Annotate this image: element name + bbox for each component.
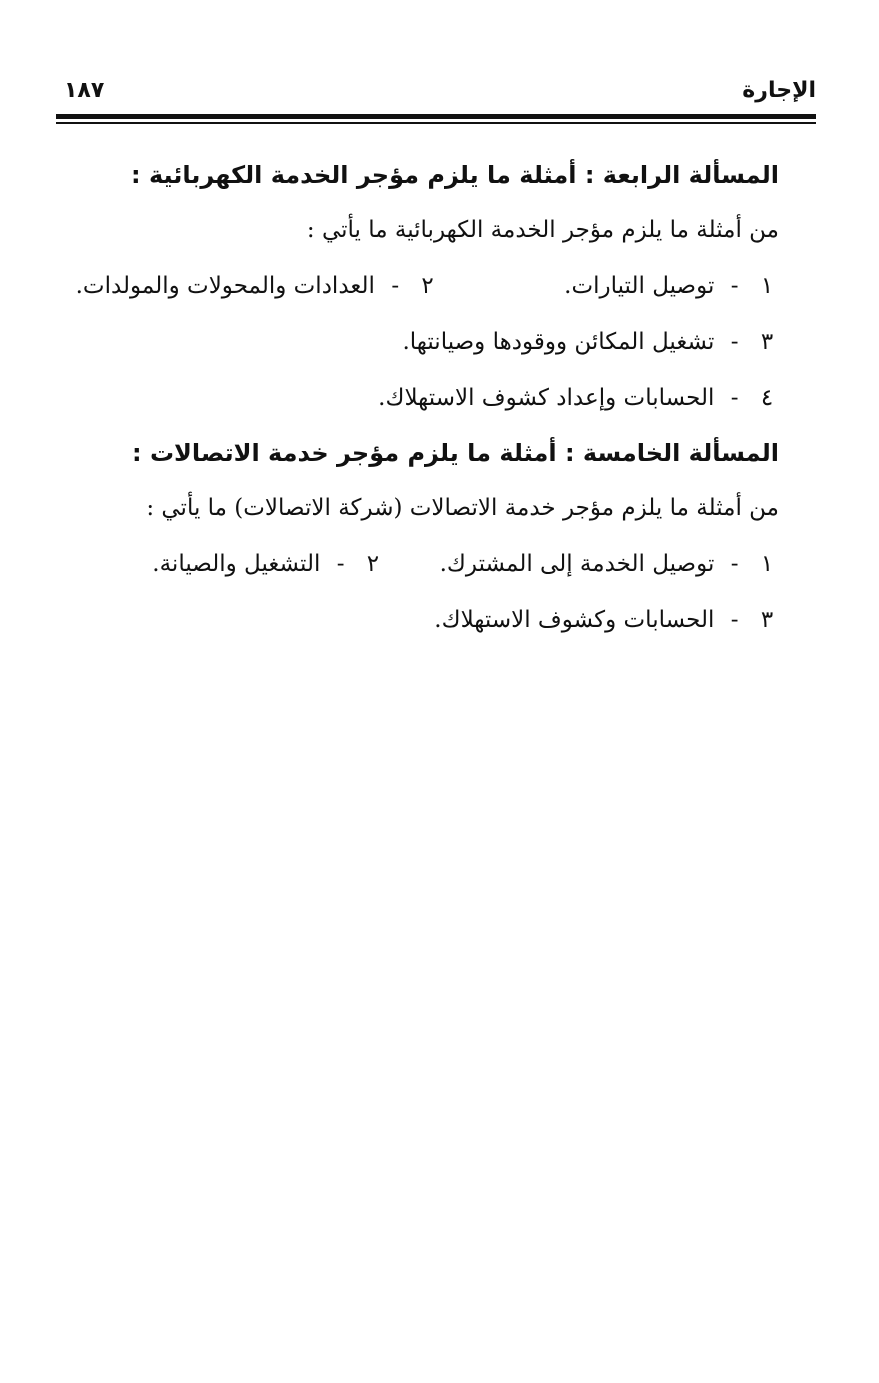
page-number: ١٨٧	[64, 78, 105, 103]
item-number: ١	[760, 273, 774, 299]
section-4-item-3	[59, 314, 779, 370]
item-number: ٢	[366, 551, 380, 577]
item-text: تشغيل المكائن ووقودها وصيانتها.	[402, 329, 715, 355]
item-text: العدادات والمحولات والمولدات.	[75, 273, 375, 299]
section-4-items-row-1	[59, 258, 779, 314]
running-header	[56, 78, 816, 112]
section-4-item-4	[59, 370, 779, 426]
header-rule-thin	[56, 122, 816, 124]
item-number: ٤	[760, 385, 774, 411]
item-text: الحسابات وإعداد كشوف الاستهلاك.	[378, 385, 715, 411]
item-number: ٣	[760, 607, 774, 633]
item-text: توصيل التيارات.	[564, 273, 715, 299]
item-dash: -	[391, 273, 400, 299]
item-text: توصيل الخدمة إلى المشترك.	[439, 551, 715, 577]
item-number: ١	[760, 551, 774, 577]
section-4-heading: المسألة الرابعة : أمثلة ما يلزم مؤجر الخدمة الكهربائية :	[131, 161, 779, 189]
page-body	[59, 148, 779, 648]
item-dash: -	[730, 385, 739, 411]
item-dash: -	[730, 607, 739, 633]
section-4-intro: من أمثلة ما يلزم مؤجر الخدمة الكهربائية ما يأتي :	[306, 217, 779, 243]
item-dash: -	[730, 273, 739, 299]
section-5-intro: من أمثلة ما يلزم مؤجر خدمة الاتصالات (شركة الاتصالات) ما يأتي :	[146, 495, 779, 521]
item-text: التشغيل والصيانة.	[152, 551, 321, 577]
item-dash: -	[730, 551, 739, 577]
section-5-items-row-1	[59, 536, 779, 592]
section-5-heading: المسألة الخامسة : أمثلة ما يلزم مؤجر خدمة الاتصالات :	[131, 439, 779, 467]
header-rule-thick	[56, 114, 816, 119]
item-dash: -	[730, 329, 739, 355]
item-number: ٢	[421, 273, 434, 299]
item-text: الحسابات وكشوف الاستهلاك.	[434, 607, 715, 633]
section-5-item-3	[59, 592, 779, 648]
item-dash: -	[336, 551, 345, 577]
item-number: ٣	[760, 329, 774, 355]
running-title: الإجارة	[742, 78, 816, 103]
